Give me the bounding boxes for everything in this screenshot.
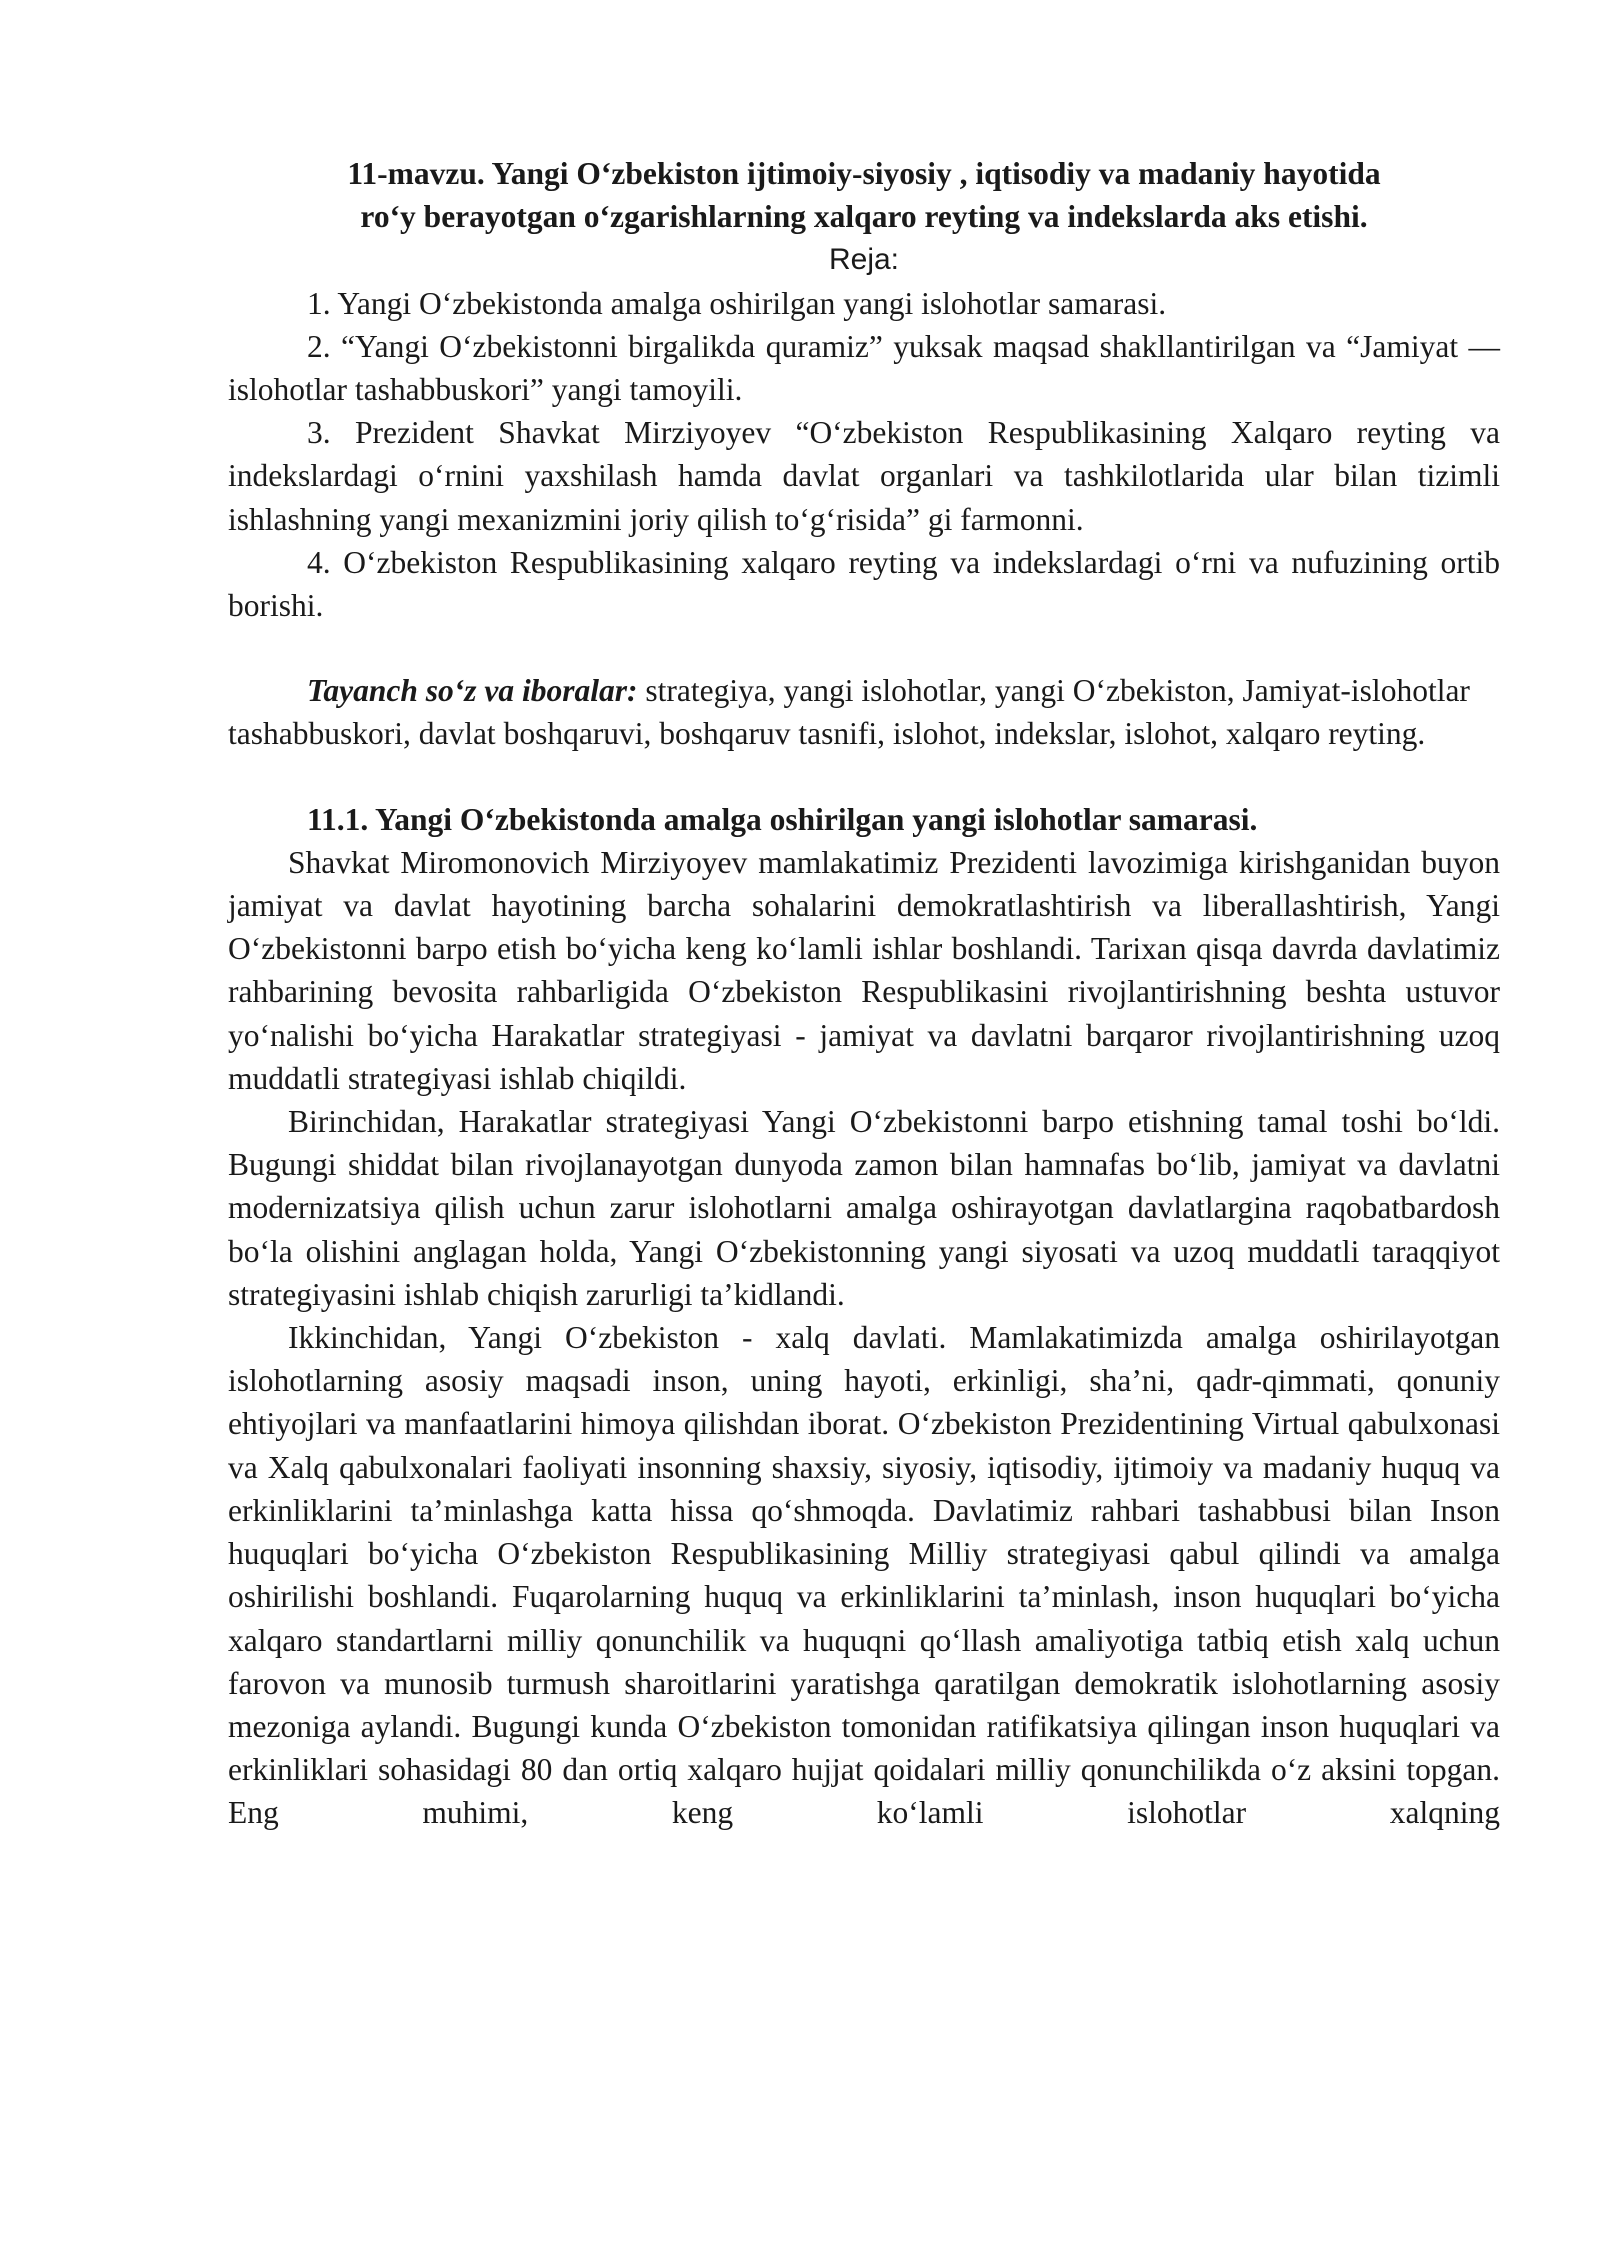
topic-title-line-1: 11-mavzu. Yangi O‘zbekiston ijtimoiy-siyosiy , iqtisodiy va madaniy hayotida <box>347 156 1381 191</box>
plan-item-3: 3. Prezident Shavkat Mirziyoyev “O‘zbekiston Respublikasining Xalqaro reyting va indekslardagi o‘rnini yaxshilash hamda davlat organlari va tashkilotlarida ular bilan tizimli ishlashning yangi mexanizmini joriy qilish to‘g‘risida” gi farmonni. <box>228 415 1500 537</box>
document-page <box>228 152 1500 1835</box>
plan-item-1: 1. Yangi O‘zbekistonda amalga oshirilgan yangi islohotlar samarasi. <box>307 285 1167 321</box>
plan-item-2: 2. “Yangi O‘zbekistonni birgalikda quramiz” yuksak maqsad shakllantirilgan va “Jamiyat — islohotlar tashabbuskori” yangi tamoyili. <box>228 328 1500 408</box>
spacer <box>228 756 1500 798</box>
body-paragraph-2: Birinchidan, Harakatlar strategiyasi Yangi O‘zbekistonni barpo etishning tamal toshi bo‘ldi. Bugungi shiddat bilan rivojlanayotgan dunyoda zamon bilan hamnafas bo‘lib, jamiyat va davlatni modernizatsiya qilish uchun zarur islohotlarni amalga oshirayotgan davlatlargina raqobatbardosh bo‘la olishini anglagan holda, Yangi O‘zbekistonning yangi siyosati va uzoq muddatli taraqqiyot strategiyasini ishlab chiqish zarurligi ta’kidlandi. <box>228 1104 1500 1312</box>
keywords-paragraph <box>228 669 1500 755</box>
plan-heading: Reja: <box>828 243 900 277</box>
body-paragraph-1: Shavkat Miromonovich Mirziyoyev mamlakatimiz Prezidenti lavozimiga kirishganidan buyon jamiyat va davlat hayotining barcha sohalarini demokratlashtirish va liberallashtirish, Yangi O‘zbekistonni barpo etish bo‘yicha keng ko‘lamli ishlar boshlandi. Tarixan qisqa davrda davlatimiz rahbarining bevosita rahbarligida O‘zbekiston Respublikasini rivojlantirishning beshta ustuvor yo‘nalishi bo‘yicha Harakatlar strategiyasi - jamiyat va davlatni barqaror rivojlantirishning uzoq muddatli strategiyasi ishlab chiqildi. <box>228 844 1500 1096</box>
keywords-text: strategiya, yangi islohotlar, yangi O‘zbekiston, Jamiyat-islohotlar tashabbuskori, davlat boshqaruvi, boshqaruv tasnifi, islohot, indekslar, islohot, xalqaro reyting. <box>228 673 1470 752</box>
spacer <box>228 627 1500 669</box>
body-paragraph-3: Ikkinchidan, Yangi O‘zbekiston - xalq davlati. Mamlakatimizda amalga oshirilayotgan islohotlarning asosiy maqsadi inson, uning hayoti, erkinligi, sha’ni, qadr-qimmati, qonuniy ehtiyojlari va manfaatlarini himoya qilishdan iborat. O‘zbekiston Prezidentining Virtual qabulxonasi va Xalq qabulxonalari faoliyati insonning shaxsiy, siyosiy, iqtisodiy, ijtimoiy va madaniy huquq va erkinliklarini ta’minlashga katta hissa qo‘shmoqda. Davlatimiz rahbari tashabbusi bilan Inson huquqlari bo‘yicha O‘zbekiston Respublikasining Milliy strategiyasi qabul qilindi va amalga oshirilishi boshlandi. Fuqarolarning huquq va erkinliklarini ta’minlash, inson huquqlari bo‘yicha xalqaro standartlarni milliy qonunchilik va huquqni qo‘llash amaliyotiga tatbiq etish xalq uchun farovon va munosib turmush sharoitlarini yaratishga qaratilgan demokratik islohotlarning asosiy mezoniga aylandi. Bugungi kunda O‘zbekiston tomonidan ratifikatsiya qilingan inson huquqlari va erkinliklari sohasidagi 80 dan ortiq xalqaro hujjat qoidalari milliy qonunchilikda o‘z aksini topgan. Eng muhimi, keng ko‘lamli islohotlar xalqning <box>228 1320 1500 1831</box>
topic-title <box>228 152 1500 238</box>
keywords-label: Tayanch so‘z va iboralar: <box>307 673 638 709</box>
section-title: 11.1. Yangi O‘zbekistonda amalga oshirilgan yangi islohotlar samarasi. <box>307 801 1258 837</box>
topic-title-line-2: ro‘y berayotgan o‘zgarishlarning xalqaro reyting va indekslarda aks etishi. <box>360 199 1368 235</box>
plan-item-4: 4. O‘zbekiston Respublikasining xalqaro reyting va indekslardagi o‘rni va nufuzining ortib borishi. <box>228 544 1500 624</box>
